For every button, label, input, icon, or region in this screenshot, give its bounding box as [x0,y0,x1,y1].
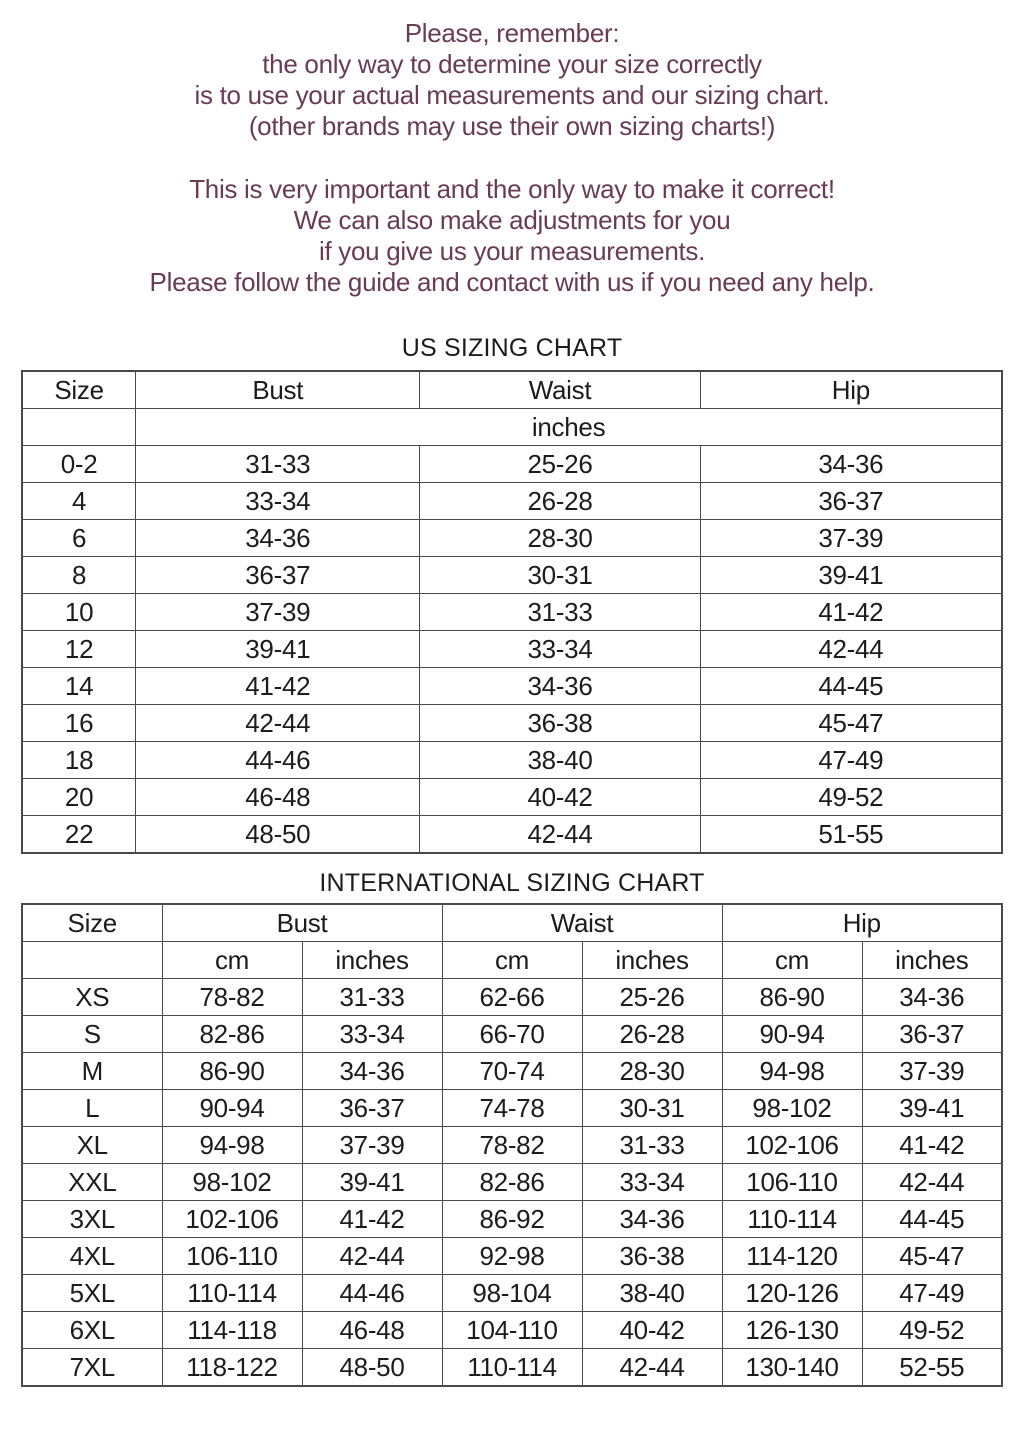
intl-waist-inches-cell: 40-42 [582,1312,722,1349]
us-col-header-hip: Hip [700,371,1002,409]
intl-hip-inches-cell: 49-52 [862,1312,1002,1349]
us-size-cell: 4 [22,483,136,520]
us-size-cell: 18 [22,742,136,779]
intl-unit-label-waist-inches: inches [582,942,722,979]
intl-waist-inches-cell: 38-40 [582,1275,722,1312]
intl-size-cell: M [22,1053,162,1090]
intl-waist-inches-cell: 25-26 [582,979,722,1016]
intro-paragraph-1 [0,18,1024,142]
us-bust-cell: 39-41 [136,631,420,668]
intl-col-header-bust: Bust [162,904,442,942]
us-waist-cell: 36-38 [420,705,700,742]
us-bust-cell: 36-37 [136,557,420,594]
us-waist-cell: 25-26 [420,446,700,483]
us-header-row [22,371,1002,409]
us-table-row [22,483,1002,520]
us-size-cell: 8 [22,557,136,594]
us-hip-cell: 49-52 [700,779,1002,816]
intl-col-header-hip: Hip [722,904,1002,942]
intl-table-row [22,1349,1002,1387]
us-waist-cell: 42-44 [420,816,700,854]
intl-unit-label-bust-inches: inches [302,942,442,979]
intl-hip-inches-cell: 47-49 [862,1275,1002,1312]
intl-size-cell: XL [22,1127,162,1164]
us-table-row [22,779,1002,816]
intl-hip-cm-cell: 110-114 [722,1201,862,1238]
us-bust-cell: 42-44 [136,705,420,742]
us-waist-cell: 38-40 [420,742,700,779]
us-size-cell: 6 [22,520,136,557]
intro-line: if you give us your measurements. [318,236,706,266]
intl-hip-cm-cell: 98-102 [722,1090,862,1127]
intl-waist-inches-cell: 30-31 [582,1090,722,1127]
us-col-header-size: Size [22,371,136,409]
intl-waist-inches-cell: 33-34 [582,1164,722,1201]
intl-bust-cm-cell: 82-86 [162,1016,302,1053]
us-sizing-table [21,370,1003,854]
us-bust-cell: 31-33 [136,446,420,483]
us-table-row [22,631,1002,668]
intro-line: Please, remember: [404,18,620,48]
intl-table-row [22,1164,1002,1201]
us-col-header-bust: Bust [136,371,420,409]
intl-size-cell: 5XL [22,1275,162,1312]
intl-waist-cm-cell: 70-74 [442,1053,582,1090]
intl-bust-cm-cell: 118-122 [162,1349,302,1387]
intro-paragraph-2 [0,174,1024,298]
us-hip-cell: 41-42 [700,594,1002,631]
intl-waist-inches-cell: 42-44 [582,1349,722,1387]
intl-unit-label-hip-cm: cm [722,942,862,979]
intl-table-row [22,1275,1002,1312]
intl-table-row [22,1312,1002,1349]
us-unit-empty-cell [22,409,136,446]
intro-line: This is very important and the only way to make it correct! [189,174,835,204]
intl-hip-cm-cell: 126-130 [722,1312,862,1349]
intl-size-cell: L [22,1090,162,1127]
intro-line: the only way to determine your size correctly [262,49,762,79]
intro-line: Please follow the guide and contact with us if you need any help. [149,267,875,297]
us-waist-cell: 31-33 [420,594,700,631]
us-hip-cell: 42-44 [700,631,1002,668]
us-table-row [22,816,1002,854]
us-table-row [22,705,1002,742]
intl-waist-inches-cell: 31-33 [582,1127,722,1164]
us-waist-cell: 30-31 [420,557,700,594]
intro-note [0,0,1024,298]
intl-hip-inches-cell: 39-41 [862,1090,1002,1127]
intl-size-cell: XXL [22,1164,162,1201]
intl-sizing-table [21,903,1003,1387]
us-bust-cell: 44-46 [136,742,420,779]
intl-bust-cm-cell: 78-82 [162,979,302,1016]
intl-bust-inches-cell: 37-39 [302,1127,442,1164]
intl-unit-label-bust-cm: cm [162,942,302,979]
us-table-row [22,668,1002,705]
intl-waist-cm-cell: 78-82 [442,1127,582,1164]
intl-size-cell: S [22,1016,162,1053]
us-waist-cell: 28-30 [420,520,700,557]
intl-waist-cm-cell: 82-86 [442,1164,582,1201]
intl-col-header-waist: Waist [442,904,722,942]
intl-bust-inches-cell: 41-42 [302,1201,442,1238]
intl-table-row [22,1238,1002,1275]
intl-table-row [22,1201,1002,1238]
intl-bust-inches-cell: 36-37 [302,1090,442,1127]
us-hip-cell: 45-47 [700,705,1002,742]
us-table-row [22,520,1002,557]
intl-table-row [22,1016,1002,1053]
us-size-cell: 16 [22,705,136,742]
intl-bust-inches-cell: 33-34 [302,1016,442,1053]
intl-hip-cm-cell: 114-120 [722,1238,862,1275]
us-bust-cell: 48-50 [136,816,420,854]
us-waist-cell: 40-42 [420,779,700,816]
us-bust-cell: 37-39 [136,594,420,631]
intl-waist-cm-cell: 98-104 [442,1275,582,1312]
us-bust-cell: 34-36 [136,520,420,557]
us-size-cell: 12 [22,631,136,668]
intl-hip-inches-cell: 42-44 [862,1164,1002,1201]
us-size-cell: 22 [22,816,136,854]
intl-hip-inches-cell: 44-45 [862,1201,1002,1238]
intl-size-cell: 7XL [22,1349,162,1387]
intl-waist-cm-cell: 74-78 [442,1090,582,1127]
us-hip-cell: 44-45 [700,668,1002,705]
intl-table-row [22,1090,1002,1127]
intl-waist-inches-cell: 34-36 [582,1201,722,1238]
us-size-cell: 20 [22,779,136,816]
us-table-row [22,446,1002,483]
us-bust-cell: 33-34 [136,483,420,520]
intl-waist-inches-cell: 36-38 [582,1238,722,1275]
us-table-row [22,557,1002,594]
us-table-row [22,594,1002,631]
intl-waist-inches-cell: 28-30 [582,1053,722,1090]
us-hip-cell: 47-49 [700,742,1002,779]
intl-hip-inches-cell: 37-39 [862,1053,1002,1090]
intl-hip-cm-cell: 130-140 [722,1349,862,1387]
us-hip-cell: 51-55 [700,816,1002,854]
us-hip-cell: 37-39 [700,520,1002,557]
us-col-header-waist: Waist [420,371,700,409]
intl-hip-cm-cell: 102-106 [722,1127,862,1164]
intl-waist-cm-cell: 110-114 [442,1349,582,1387]
intl-size-cell: XS [22,979,162,1016]
us-size-cell: 0-2 [22,446,136,483]
intl-hip-cm-cell: 120-126 [722,1275,862,1312]
intl-bust-inches-cell: 42-44 [302,1238,442,1275]
intl-hip-inches-cell: 36-37 [862,1016,1002,1053]
intl-waist-cm-cell: 92-98 [442,1238,582,1275]
intl-unit-empty-cell [22,942,162,979]
intl-bust-cm-cell: 106-110 [162,1238,302,1275]
us-hip-cell: 34-36 [700,446,1002,483]
intl-table-row [22,1053,1002,1090]
intl-waist-cm-cell: 104-110 [442,1312,582,1349]
us-bust-cell: 41-42 [136,668,420,705]
us-waist-cell: 26-28 [420,483,700,520]
intl-table-row [22,979,1002,1016]
us-hip-cell: 36-37 [700,483,1002,520]
intl-waist-cm-cell: 62-66 [442,979,582,1016]
intl-col-header-size: Size [22,904,162,942]
intl-bust-cm-cell: 94-98 [162,1127,302,1164]
intl-hip-inches-cell: 34-36 [862,979,1002,1016]
intl-hip-cm-cell: 90-94 [722,1016,862,1053]
intl-hip-cm-cell: 106-110 [722,1164,862,1201]
intl-hip-cm-cell: 86-90 [722,979,862,1016]
intl-bust-cm-cell: 90-94 [162,1090,302,1127]
us-size-cell: 10 [22,594,136,631]
us-table-row [22,742,1002,779]
intl-bust-inches-cell: 34-36 [302,1053,442,1090]
intl-hip-inches-cell: 41-42 [862,1127,1002,1164]
intl-bust-inches-cell: 48-50 [302,1349,442,1387]
intl-bust-cm-cell: 86-90 [162,1053,302,1090]
intl-hip-inches-cell: 52-55 [862,1349,1002,1387]
us-waist-cell: 34-36 [420,668,700,705]
intl-unit-label-hip-inches: inches [862,942,1002,979]
intl-size-cell: 3XL [22,1201,162,1238]
intl-bust-cm-cell: 110-114 [162,1275,302,1312]
us-chart-title: US SIZING CHART [401,334,623,362]
intl-hip-cm-cell: 94-98 [722,1053,862,1090]
intl-unit-row [22,942,1002,979]
intl-chart-title: INTERNATIONAL SIZING CHART [319,869,705,897]
intro-line: is to use your actual measurements and our sizing chart. [194,80,830,110]
intl-table-row [22,1127,1002,1164]
intl-hip-inches-cell: 45-47 [862,1238,1002,1275]
intl-bust-inches-cell: 39-41 [302,1164,442,1201]
us-unit-label: inches [136,409,1002,446]
intl-waist-inches-cell: 26-28 [582,1016,722,1053]
us-size-cell: 14 [22,668,136,705]
intl-bust-cm-cell: 98-102 [162,1164,302,1201]
intl-size-cell: 6XL [22,1312,162,1349]
us-unit-row [22,409,1002,446]
intl-unit-label-waist-cm: cm [442,942,582,979]
intl-waist-cm-cell: 66-70 [442,1016,582,1053]
us-bust-cell: 46-48 [136,779,420,816]
intl-bust-inches-cell: 46-48 [302,1312,442,1349]
intl-waist-cm-cell: 86-92 [442,1201,582,1238]
intl-bust-inches-cell: 31-33 [302,979,442,1016]
intl-bust-cm-cell: 102-106 [162,1201,302,1238]
us-waist-cell: 33-34 [420,631,700,668]
intl-bust-inches-cell: 44-46 [302,1275,442,1312]
us-hip-cell: 39-41 [700,557,1002,594]
intro-line: (other brands may use their own sizing charts!) [248,111,776,141]
intl-bust-cm-cell: 114-118 [162,1312,302,1349]
intl-header-row [22,904,1002,942]
intro-line: We can also make adjustments for you [293,205,731,235]
intl-size-cell: 4XL [22,1238,162,1275]
